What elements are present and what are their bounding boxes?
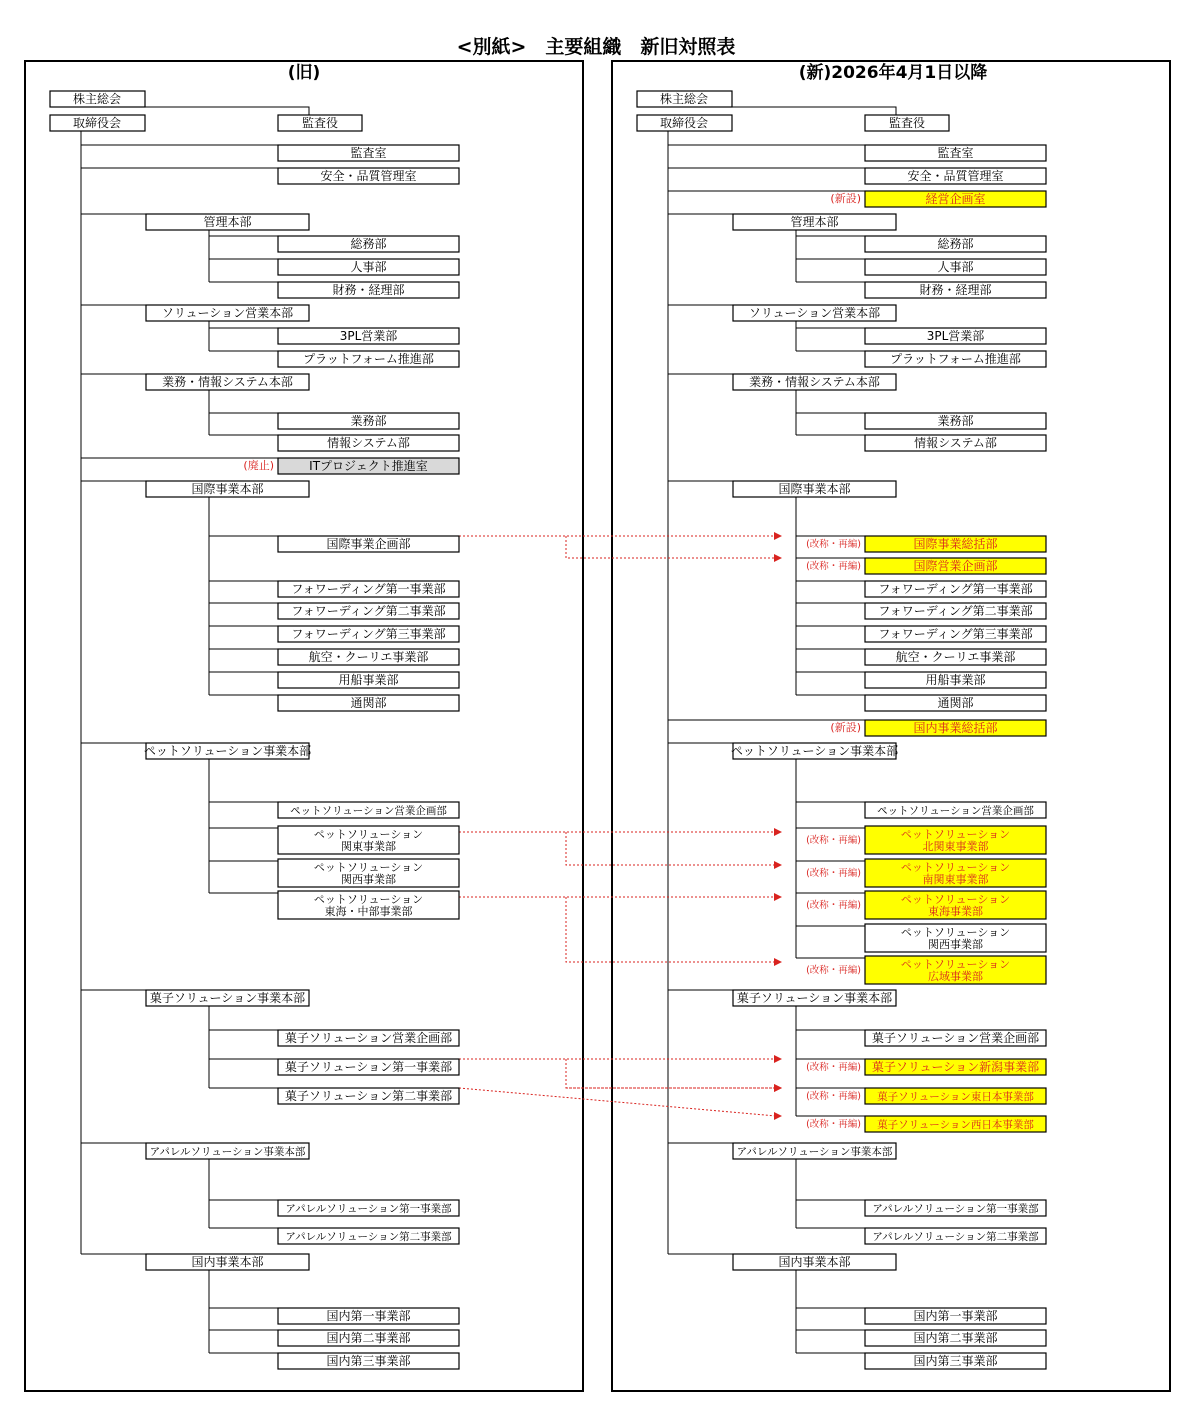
new-org-label-10: 業務・情報システム本部 (749, 375, 880, 389)
reorg-arrow-4-0 (459, 1088, 776, 1116)
new-org-label-35: アパレルソリューション事業本部 (736, 1146, 893, 1158)
new-org-label-30: 菓子ソリューション事業本部 (736, 991, 893, 1005)
new-org-label-19: 航空・クーリエ事業部 (895, 650, 1016, 664)
new-status-tag-14: (改称・再編) (806, 539, 861, 550)
old-org-label-26: 菓子ソリューション事業本部 (149, 991, 306, 1005)
new-auditor-label: 監査役 (888, 116, 926, 130)
new-shareholders-label: 株主総会 (659, 92, 709, 106)
new-org-label-22: 国内事業総括部 (913, 721, 998, 735)
new-org-label-28: ペットソリューション (900, 926, 1011, 939)
reorg-arrow-0-1 (566, 536, 776, 558)
old-org-label-34: 国内第一事業部 (326, 1309, 411, 1323)
reorg-arrowhead-2-1 (774, 958, 782, 966)
new-org-label-13: 国際事業本部 (778, 482, 851, 496)
old-org-label-27: 菓子ソリューション営業企画部 (284, 1031, 453, 1045)
new-status-tag-29: (改称・再編) (806, 965, 861, 976)
new-org-label-20: 用船事業部 (925, 673, 986, 687)
new-org-label-5: 人事部 (937, 260, 974, 274)
old-org-label-20: 通関部 (350, 696, 387, 710)
new-org-sublabel-29: 広域事業部 (928, 970, 983, 983)
old-shareholders-label: 株主総会 (72, 92, 122, 106)
old-org-label-14: 国際事業企画部 (326, 537, 411, 551)
old-org-label-13: 国際事業本部 (191, 482, 264, 496)
old-org-label-25: ペットソリューション (313, 893, 424, 906)
new-org-label-38: 国内事業本部 (778, 1255, 851, 1269)
new-column (637, 62, 1046, 1369)
old-org-label-3: 総務部 (350, 237, 387, 251)
reorg-arrow-2-1 (566, 897, 776, 962)
old-org-label-12: ITプロジェクト推進室 (309, 459, 428, 473)
new-org-label-32: 菓子ソリューション新潟事業部 (871, 1060, 1040, 1074)
new-org-label-15: 国際営業企画部 (913, 559, 998, 573)
reorg-arrowhead-0-1 (774, 554, 782, 562)
new-status-tag-2: (新設) (830, 192, 861, 205)
new-status-tag-34: (改称・再編) (806, 1119, 861, 1130)
old-org-sublabel-24: 関西事業部 (341, 873, 396, 886)
old-status-tag-12: (廃止) (243, 459, 274, 472)
old-org-label-9: 業務・情報システム本部 (162, 375, 293, 389)
old-auditor-label: 監査役 (301, 116, 339, 130)
reorg-arrowhead-4-0 (774, 1112, 782, 1120)
old-org-label-1: 安全・品質管理室 (320, 169, 417, 183)
new-org-sublabel-25: 北関東事業部 (922, 840, 989, 853)
old-org-label-2: 管理本部 (203, 215, 252, 229)
new-org-sublabel-26: 南関東事業部 (922, 873, 989, 886)
new-org-label-25: ペットソリューション (900, 828, 1011, 841)
old-org-label-0: 監査室 (350, 146, 387, 160)
old-org-label-35: 国内第二事業部 (326, 1331, 411, 1345)
new-org-label-7: ソリューション営業本部 (748, 306, 881, 320)
old-org-label-36: 国内第三事業部 (326, 1354, 411, 1368)
reorg-arrowhead-2-0 (774, 893, 782, 901)
new-org-label-9: プラットフォーム推進部 (890, 352, 1021, 366)
new-org-label-23: ペットソリューション事業本部 (730, 744, 899, 758)
new-org-label-21: 通関部 (937, 696, 974, 710)
old-org-label-19: 用船事業部 (338, 673, 399, 687)
old-org-label-16: フォワーディング第二事業部 (291, 604, 446, 618)
reorg-arrow-1-1 (566, 832, 776, 865)
new-org-label-40: 国内第二事業部 (913, 1331, 998, 1345)
page-title: <別紙> 主要組織 新旧対照表 (456, 36, 736, 58)
old-org-label-24: ペットソリューション (313, 861, 424, 874)
old-org-label-21: ペットソリューション事業本部 (143, 744, 312, 758)
old-org-label-30: アパレルソリューション事業本部 (149, 1146, 306, 1158)
old-org-label-28: 菓子ソリューション第一事業部 (284, 1060, 453, 1074)
new-status-tag-33: (改称・再編) (806, 1091, 861, 1102)
new-org-label-41: 国内第三事業部 (913, 1354, 998, 1368)
new-org-sublabel-28: 関西事業部 (928, 938, 983, 951)
old-org-label-5: 財務・経理部 (332, 283, 405, 297)
new-org-label-1: 安全・品質管理室 (907, 169, 1004, 183)
old-org-label-8: プラットフォーム推進部 (303, 352, 434, 366)
reorg-arrowhead-0-0 (774, 532, 782, 540)
reorg-arrowhead-1-0 (774, 828, 782, 836)
new-org-label-14: 国際事業総括部 (913, 537, 998, 551)
new-org-label-33: 菓子ソリューション東日本事業部 (877, 1091, 1034, 1103)
new-status-tag-27: (改称・再編) (806, 900, 861, 911)
new-org-label-3: 管理本部 (790, 215, 839, 229)
new-column-heading: (新)2026年4月1日以降 (798, 63, 988, 83)
new-org-label-6: 財務・経理部 (919, 283, 992, 297)
reorg-arrowhead-1-1 (774, 861, 782, 869)
old-org-label-23: ペットソリューション (313, 828, 424, 841)
reorg-arrow-3-1 (566, 1059, 776, 1088)
new-org-label-24: ペットソリューション営業企画部 (877, 805, 1034, 817)
new-org-label-37: アパレルソリューション第二事業部 (872, 1231, 1039, 1243)
new-org-label-36: アパレルソリューション第一事業部 (872, 1203, 1039, 1215)
old-org-label-32: アパレルソリューション第二事業部 (285, 1231, 452, 1243)
new-org-label-8: 3PL営業部 (926, 329, 985, 343)
new-board-label: 取締役会 (659, 116, 709, 130)
reorg-arrowhead-4-1 (774, 1084, 782, 1092)
new-org-label-27: ペットソリューション (900, 893, 1011, 906)
new-status-tag-22: (新設) (830, 721, 861, 734)
new-status-tag-32: (改称・再編) (806, 1062, 861, 1073)
reorg-arrowhead-3-0 (774, 1055, 782, 1063)
new-org-label-4: 総務部 (937, 237, 974, 251)
new-org-label-0: 監査室 (937, 146, 974, 160)
old-org-label-31: アパレルソリューション第一事業部 (285, 1203, 452, 1215)
new-org-sublabel-27: 東海事業部 (928, 905, 983, 918)
old-org-label-18: 航空・クーリエ事業部 (308, 650, 429, 664)
new-org-label-26: ペットソリューション (900, 861, 1011, 874)
old-org-label-17: フォワーディング第三事業部 (291, 627, 446, 641)
old-org-sublabel-23: 関東事業部 (341, 840, 396, 853)
old-org-label-29: 菓子ソリューション第二事業部 (284, 1089, 453, 1103)
new-org-label-29: ペットソリューション (900, 958, 1011, 971)
new-org-label-16: フォワーディング第一事業部 (878, 582, 1033, 596)
new-status-tag-25: (改称・再編) (806, 835, 861, 846)
new-org-label-17: フォワーディング第二事業部 (878, 604, 1033, 618)
old-org-label-22: ペットソリューション営業企画部 (290, 805, 447, 817)
new-org-label-31: 菓子ソリューション営業企画部 (871, 1031, 1040, 1045)
old-board-label: 取締役会 (72, 116, 122, 130)
new-status-tag-26: (改称・再編) (806, 868, 861, 879)
old-org-label-11: 情報システム部 (327, 436, 410, 450)
old-column-heading: (旧) (287, 63, 321, 83)
old-org-label-33: 国内事業本部 (191, 1255, 264, 1269)
old-org-label-10: 業務部 (350, 414, 387, 428)
new-auditor-connector (732, 107, 896, 115)
old-org-label-15: フォワーディング第一事業部 (291, 582, 446, 596)
new-org-label-2: 経営企画室 (925, 192, 986, 206)
old-org-label-4: 人事部 (350, 260, 387, 274)
new-org-label-12: 情報システム部 (914, 436, 997, 450)
old-auditor-connector (145, 107, 309, 115)
new-org-label-11: 業務部 (937, 414, 974, 428)
new-org-label-34: 菓子ソリューション西日本事業部 (877, 1119, 1034, 1131)
old-org-label-6: ソリューション営業本部 (161, 306, 294, 320)
new-status-tag-15: (改称・再編) (806, 561, 861, 572)
new-org-label-39: 国内第一事業部 (913, 1309, 998, 1323)
new-org-label-18: フォワーディング第三事業部 (878, 627, 1033, 641)
old-org-sublabel-25: 東海・中部事業部 (324, 905, 413, 918)
old-org-label-7: 3PL営業部 (339, 329, 398, 343)
